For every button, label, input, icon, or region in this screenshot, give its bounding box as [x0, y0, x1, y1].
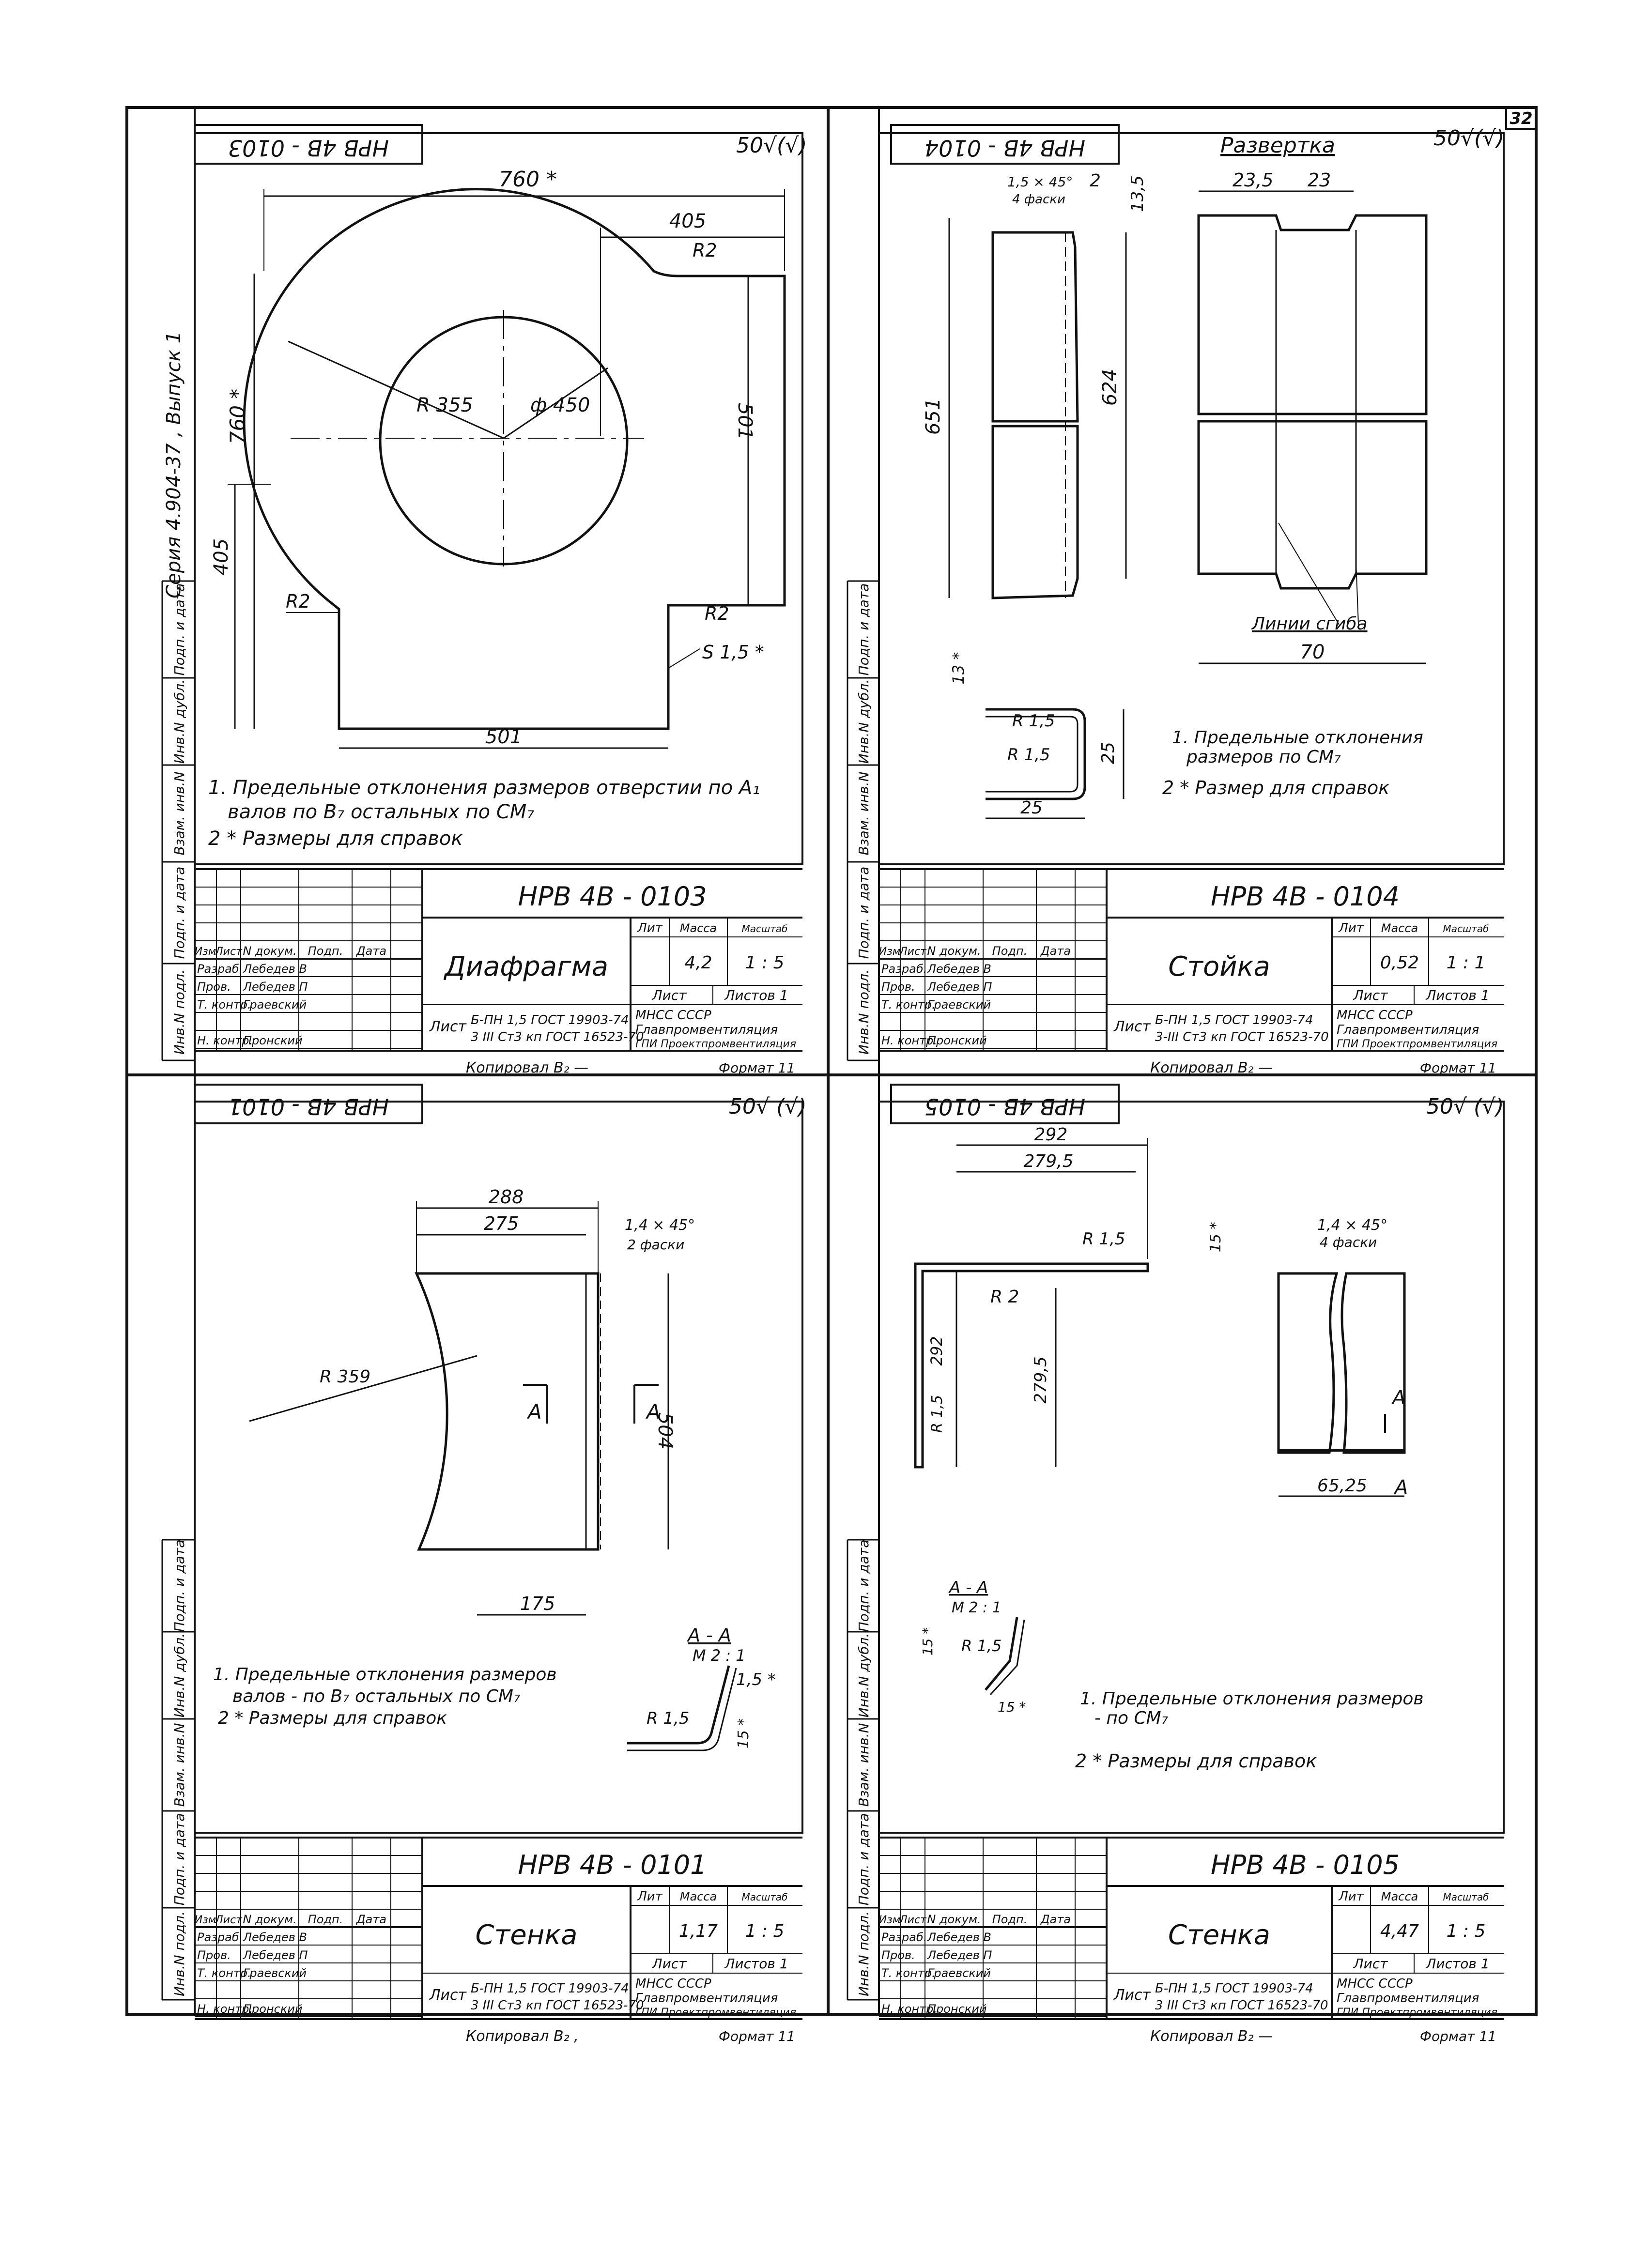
copied-by: Копировал В₂ — — [466, 1059, 589, 1076]
rotated-code: НРВ 4В - 0103 — [228, 135, 389, 161]
role-name: Лебедев П — [927, 980, 992, 994]
stamp-inv-dubl: Инв.N дубл. — [856, 679, 872, 764]
dim-r355: R 355 — [416, 394, 473, 416]
org-line-1: МНСС СССР — [635, 1008, 711, 1023]
dim-275: 275 — [483, 1213, 519, 1234]
org-line-3: ГПИ Проектпромвентиляция — [635, 2007, 797, 2019]
lit-label: Лит — [1339, 1889, 1364, 1904]
hdr-list: Лист — [899, 946, 926, 958]
mass-value: 0,52 — [1380, 953, 1419, 973]
copied-by: Копировал В₂ — — [1150, 1059, 1273, 1076]
scale-value: 1 : 1 — [1446, 953, 1486, 973]
note-1: 1. Предельные отклонения размеров отверстии по А₁ — [208, 777, 760, 799]
dim-chamfer-count: 4 фаски — [1320, 1234, 1377, 1250]
note-1b: валов - по В₇ остальных по СМ₇ — [232, 1686, 521, 1706]
section-a-upper: А — [1392, 1387, 1406, 1409]
sheet-label: Лист — [1353, 987, 1388, 1003]
role-name: Граевский — [243, 1966, 307, 1980]
dim-r2: R 2 — [990, 1287, 1019, 1307]
dim-292: 292 — [1034, 1125, 1068, 1145]
dim-25-w: 25 — [1020, 798, 1043, 818]
dim-501-bottom: 501 — [485, 726, 523, 748]
hdr-podp: Подп. — [992, 1913, 1028, 1926]
note-1b: валов по В₇ остальных по СМ₇ — [228, 801, 535, 823]
note-1: 1. Предельные отклонения размеров — [213, 1665, 557, 1685]
dim-r15-b: R 1,5 — [1007, 745, 1050, 765]
mass-label: Масса — [1381, 921, 1418, 935]
side-stamp — [162, 1540, 195, 2000]
dim-292-v: 292 — [927, 1336, 946, 1366]
role-label: Пров. — [197, 1948, 231, 1962]
dim-r1-5: R 1,5 — [647, 1709, 690, 1728]
dim-23: 23 — [1308, 169, 1331, 191]
sheets-label: Листов 1 — [1426, 987, 1490, 1003]
hdr-ndokum: N докум. — [927, 1913, 981, 1926]
note-2: 2 * Размеры для справок — [218, 1708, 447, 1728]
dim-405-top: 405 — [669, 210, 707, 232]
dim-phi-450: ф 450 — [530, 394, 590, 416]
roughness-mark: 50√(√) — [1433, 126, 1505, 151]
role-label: Т. контр. — [197, 998, 251, 1011]
mass-value: 4,47 — [1380, 1921, 1419, 1941]
stamp-inv-podl: Инв.N подл. — [171, 969, 187, 1055]
part-name: Стенка — [1168, 1919, 1270, 1951]
hdr-list: Лист — [215, 1914, 242, 1926]
dim-1-5: 1,5 * — [736, 1670, 776, 1689]
lit-label: Лит — [1339, 921, 1364, 935]
stamp-vzam-inv: Взам. инв.N — [171, 771, 187, 856]
dim-r15-a: R 1,5 — [1012, 711, 1055, 731]
note-2: 2 * Размер для справок — [1162, 777, 1390, 798]
material-line-1: Б-ПН 1,5 ГОСТ 19903-74 — [1155, 1013, 1313, 1027]
bend-lines-label: Линии сгиба — [1252, 614, 1368, 634]
title-block-0103 — [195, 869, 802, 1076]
side-stamp — [847, 1540, 879, 2000]
mass-value: 1,17 — [678, 1921, 718, 1941]
role-label: Н. контр. — [197, 2002, 253, 2016]
dim-15-sec-b: 15 * — [998, 1699, 1026, 1715]
stamp-vzam-inv: Взам. инв.N — [171, 1723, 187, 1807]
dim-15-top: 15 * — [1207, 1222, 1224, 1253]
drawing-code: НРВ 4В - 0103 — [518, 881, 707, 912]
role-label: Пров. — [881, 1948, 915, 1962]
org-line-1: МНСС СССР — [635, 1977, 711, 1991]
dim-288: 288 — [488, 1186, 524, 1208]
dim-15: 15 * — [735, 1718, 752, 1749]
sheets-label: Листов 1 — [1426, 1956, 1490, 1972]
role-name: Пронский — [243, 1034, 303, 1047]
stamp-podp-data-2: Подп. и дата — [856, 1539, 872, 1632]
role-label: Разраб. — [881, 962, 927, 976]
dim-r2-left: R2 — [286, 591, 310, 612]
note-1: 1. Предельные отклонения — [1172, 728, 1423, 748]
dim-279-5-v: 279,5 — [1031, 1356, 1050, 1404]
stenka-outline — [416, 1273, 598, 1549]
section-a-lower: А — [1395, 1476, 1408, 1499]
material-line-1: Б-ПН 1,5 ГОСТ 19903-74 — [471, 1981, 629, 1996]
list-word: Лист — [430, 1018, 467, 1035]
scale-label: Масштаб — [741, 1891, 788, 1903]
material-line-2: 3 III Ст3 кп ГОСТ 16523-70 — [471, 1030, 644, 1044]
dim-r1-5-sec: R 1,5 — [961, 1637, 1002, 1655]
dim-624: 624 — [1099, 368, 1121, 406]
role-name: Лебедев П — [927, 1948, 992, 1962]
dim-r1-5-v: R 1,5 — [929, 1395, 946, 1433]
roughness-mark: 50√ (√) — [729, 1094, 807, 1119]
dim-651: 651 — [922, 398, 944, 435]
role-name: Граевский — [243, 998, 307, 1011]
dim-405-left: 405 — [210, 538, 232, 576]
scale-label: Масштаб — [1443, 923, 1489, 935]
dim-279-5: 279,5 — [1023, 1151, 1074, 1171]
mass-label: Масса — [679, 921, 717, 935]
hdr-ndokum: N докум. — [243, 1913, 297, 1926]
series-label: Серия 4.904-37 , Выпуск 1 — [163, 331, 185, 598]
org-line-1: МНСС СССР — [1337, 1977, 1413, 1991]
stamp-podp-data: Подп. и дата — [171, 1813, 187, 1906]
section-a-a-title: А - А — [949, 1578, 988, 1597]
drawing-code: НРВ 4В - 0104 — [1210, 881, 1400, 912]
role-label: Н. контр. — [197, 1034, 253, 1047]
format-label: Формат 11 — [1419, 2028, 1496, 2044]
hdr-izm: Изм — [194, 946, 216, 958]
sheet-number: 32 — [1510, 109, 1533, 128]
dim-chamfer: 1,5 × 45° — [1007, 174, 1073, 190]
role-label: Н. контр. — [881, 2002, 938, 2016]
rotated-code: НРВ 4В - 0105 — [924, 1093, 1086, 1120]
role-name: Пронский — [243, 2002, 303, 2016]
format-label: Формат 11 — [718, 2028, 795, 2044]
sheets-label: Листов 1 — [724, 987, 788, 1003]
scale-value: 1 : 5 — [745, 1921, 785, 1941]
note-1b: размеров по СМ₇ — [1186, 747, 1341, 767]
hdr-podp: Подп. — [308, 944, 343, 958]
part-name: Стойка — [1168, 951, 1270, 982]
dim-13-5: 13,5 — [1128, 175, 1147, 212]
role-name: Лебедев В — [243, 962, 307, 976]
list-word: Лист — [1114, 1018, 1151, 1035]
role-name: Лебедев В — [927, 962, 991, 976]
stamp-podp-data: Подп. и дата — [856, 1813, 872, 1906]
dim-760-left: 760 * — [226, 388, 249, 444]
dim-504: 504 — [654, 1412, 676, 1450]
mass-label: Масса — [679, 1890, 717, 1903]
role-label: Т. контр. — [881, 998, 936, 1011]
section-a-right: А — [647, 1400, 661, 1424]
org-line-2: Главпромвентиляция — [1337, 1023, 1479, 1037]
dim-chamfer-count: 4 фаски — [1012, 192, 1065, 207]
copied-by: Копировал В₂ , — [466, 2028, 579, 2045]
section-a-left: А — [528, 1400, 542, 1424]
lit-label: Лит — [637, 921, 662, 935]
scale-label: Масштаб — [1443, 1891, 1489, 1903]
sheet-label: Лист — [652, 1956, 687, 1972]
list-word: Лист — [1114, 1987, 1151, 2004]
role-label: Разраб. — [197, 1931, 243, 1944]
dim-760-top: 760 * — [499, 167, 557, 192]
scale-label: Масштаб — [741, 923, 788, 935]
org-line-3: ГПИ Проектпромвентиляция — [635, 1038, 797, 1050]
dim-s15: S 1,5 * — [702, 642, 764, 663]
role-label: Т. контр. — [197, 1966, 251, 1980]
material-line-2: 3-III Ст3 кп ГОСТ 16523-70 — [1155, 1030, 1329, 1044]
role-label: Пров. — [197, 980, 231, 994]
part-name: Стенка — [475, 1919, 578, 1951]
material-line-1: Б-ПН 1,5 ГОСТ 19903-74 — [471, 1013, 629, 1027]
hdr-podp: Подп. — [992, 944, 1028, 958]
dim-r2-top: R2 — [693, 240, 717, 261]
org-line-3: ГПИ Проектпромвентиляция — [1337, 1038, 1498, 1050]
unfold-title: Развертка — [1220, 133, 1335, 158]
role-name: Пронский — [927, 1034, 987, 1047]
role-name: Граевский — [927, 1966, 991, 1980]
org-line-2: Главпромвентиляция — [635, 1023, 778, 1037]
hdr-data: Дата — [1040, 944, 1071, 958]
dim-65-25: 65,25 — [1317, 1476, 1368, 1496]
note-2: 2 * Размеры для справок — [1075, 1750, 1317, 1772]
outer-frame — [127, 107, 1536, 2014]
part-name: Диафрагма — [444, 951, 609, 982]
hdr-izm: Изм — [878, 946, 901, 958]
scale-value: 1 : 5 — [1446, 1921, 1486, 1941]
role-name: Лебедев В — [927, 1931, 991, 1944]
dim-2: 2 — [1090, 171, 1101, 191]
section-scale: М 2 : 1 — [952, 1599, 1001, 1616]
sheets-label: Листов 1 — [724, 1956, 788, 1972]
dim-501-right: 501 — [734, 402, 756, 440]
sheet-label: Лист — [1353, 1956, 1388, 1972]
hdr-data: Дата — [356, 1913, 387, 1926]
hdr-ndokum: N докум. — [243, 944, 297, 958]
hdr-izm: Изм — [194, 1914, 216, 1926]
hdr-list: Лист — [899, 1914, 926, 1926]
format-label: Формат 11 — [718, 1060, 795, 1076]
dim-15-sec-a: 15 * — [920, 1627, 936, 1656]
lit-label: Лит — [637, 1889, 662, 1904]
scale-value: 1 : 5 — [745, 953, 785, 973]
stamp-inv-podl: Инв.N подл. — [856, 1911, 872, 1997]
note-1: 1. Предельные отклонения размеров — [1080, 1689, 1424, 1709]
dim-r359: R 359 — [320, 1367, 371, 1387]
stamp-inv-podl: Инв.N подл. — [856, 969, 872, 1055]
stamp-podp-data: Подп. и дата — [171, 866, 187, 959]
dim-175: 175 — [520, 1593, 555, 1614]
role-label: Разраб. — [197, 962, 243, 976]
sheet-label: Лист — [652, 987, 687, 1003]
org-line-2: Главпромвентиляция — [635, 1991, 778, 2006]
role-name: Граевский — [927, 998, 991, 1011]
dim-25-h: 25 — [1098, 742, 1118, 764]
material-line-1: Б-ПН 1,5 ГОСТ 19903-74 — [1155, 1981, 1313, 1996]
dim-chamfer: 1,4 × 45° — [625, 1217, 695, 1234]
stamp-inv-dubl: Инв.N дубл. — [171, 679, 187, 764]
hdr-data: Дата — [1040, 1913, 1071, 1926]
role-name: Лебедев В — [243, 1931, 307, 1944]
list-word: Лист — [430, 1987, 467, 2004]
hdr-podp: Подп. — [308, 1913, 343, 1926]
side-stamp — [847, 581, 879, 1060]
hdr-list: Лист — [215, 946, 242, 958]
note-2: 2 * Размеры для справок — [208, 828, 463, 850]
role-name: Лебедев П — [243, 1948, 308, 1962]
mass-value: 4,2 — [684, 953, 712, 973]
stamp-vzam-inv: Взам. инв.N — [856, 771, 872, 856]
hdr-data: Дата — [356, 944, 387, 958]
org-line-3: ГПИ Проектпромвентиляция — [1337, 2007, 1498, 2019]
drawing-code: НРВ 4В - 0105 — [1210, 1850, 1400, 1880]
hdr-izm: Изм — [878, 1914, 901, 1926]
dim-r2-bottom: R2 — [705, 603, 729, 624]
stamp-inv-podl: Инв.N подл. — [171, 1911, 187, 1997]
org-line-2: Главпромвентиляция — [1337, 1991, 1479, 2006]
role-label: Н. контр. — [881, 1034, 938, 1047]
stamp-podp-data-2: Подп. и дата — [856, 583, 872, 676]
note-1b: - по СМ₇ — [1094, 1708, 1169, 1728]
stamp-podp-data-2: Подп. и дата — [171, 1539, 187, 1632]
stamp-podp-data: Подп. и дата — [856, 866, 872, 959]
role-name: Лебедев П — [243, 980, 308, 994]
role-label: Т. контр. — [881, 1966, 936, 1980]
role-label: Разраб. — [881, 1931, 927, 1944]
section-a-a-title: А - А — [688, 1624, 731, 1646]
role-name: Пронский — [927, 2002, 987, 2016]
title-block-0104 — [879, 869, 1504, 1076]
rotated-code: НРВ 4В - 0104 — [924, 135, 1086, 161]
material-line-2: 3 III Ст3 кп ГОСТ 16523-70 — [471, 1998, 644, 2013]
side-stamp — [162, 581, 195, 1060]
stamp-vzam-inv: Взам. инв.N — [856, 1723, 872, 1807]
drawing-code: НРВ 4В - 0101 — [518, 1850, 707, 1880]
stamp-podp-data-2: Подп. и дата — [171, 583, 187, 676]
dim-70: 70 — [1300, 641, 1325, 663]
format-label: Формат 11 — [1419, 1060, 1496, 1076]
stamp-inv-dubl: Инв.N дубл. — [856, 1633, 872, 1718]
dim-r1-5-top: R 1,5 — [1082, 1229, 1125, 1249]
roughness-mark: 50√(√) — [736, 133, 807, 158]
section-scale: М 2 : 1 — [693, 1646, 746, 1665]
dim-chamfer-count: 2 фаски — [627, 1237, 685, 1253]
dim-13-star: 13 * — [949, 652, 968, 685]
hdr-ndokum: N докум. — [927, 944, 981, 958]
material-line-2: 3 III Ст3 кп ГОСТ 16523-70 — [1155, 1998, 1328, 2013]
dim-23-5: 23,5 — [1232, 169, 1274, 191]
roughness-mark: 50√ (√) — [1426, 1094, 1504, 1119]
copied-by: Копировал В₂ — — [1150, 2028, 1273, 2045]
dim-chamfer: 1,4 × 45° — [1317, 1217, 1388, 1234]
role-label: Пров. — [881, 980, 915, 994]
stamp-inv-dubl: Инв.N дубл. — [171, 1633, 187, 1718]
org-line-1: МНСС СССР — [1337, 1008, 1413, 1023]
mass-label: Масса — [1381, 1890, 1418, 1903]
rotated-code: НРВ 4В - 0101 — [228, 1093, 389, 1120]
